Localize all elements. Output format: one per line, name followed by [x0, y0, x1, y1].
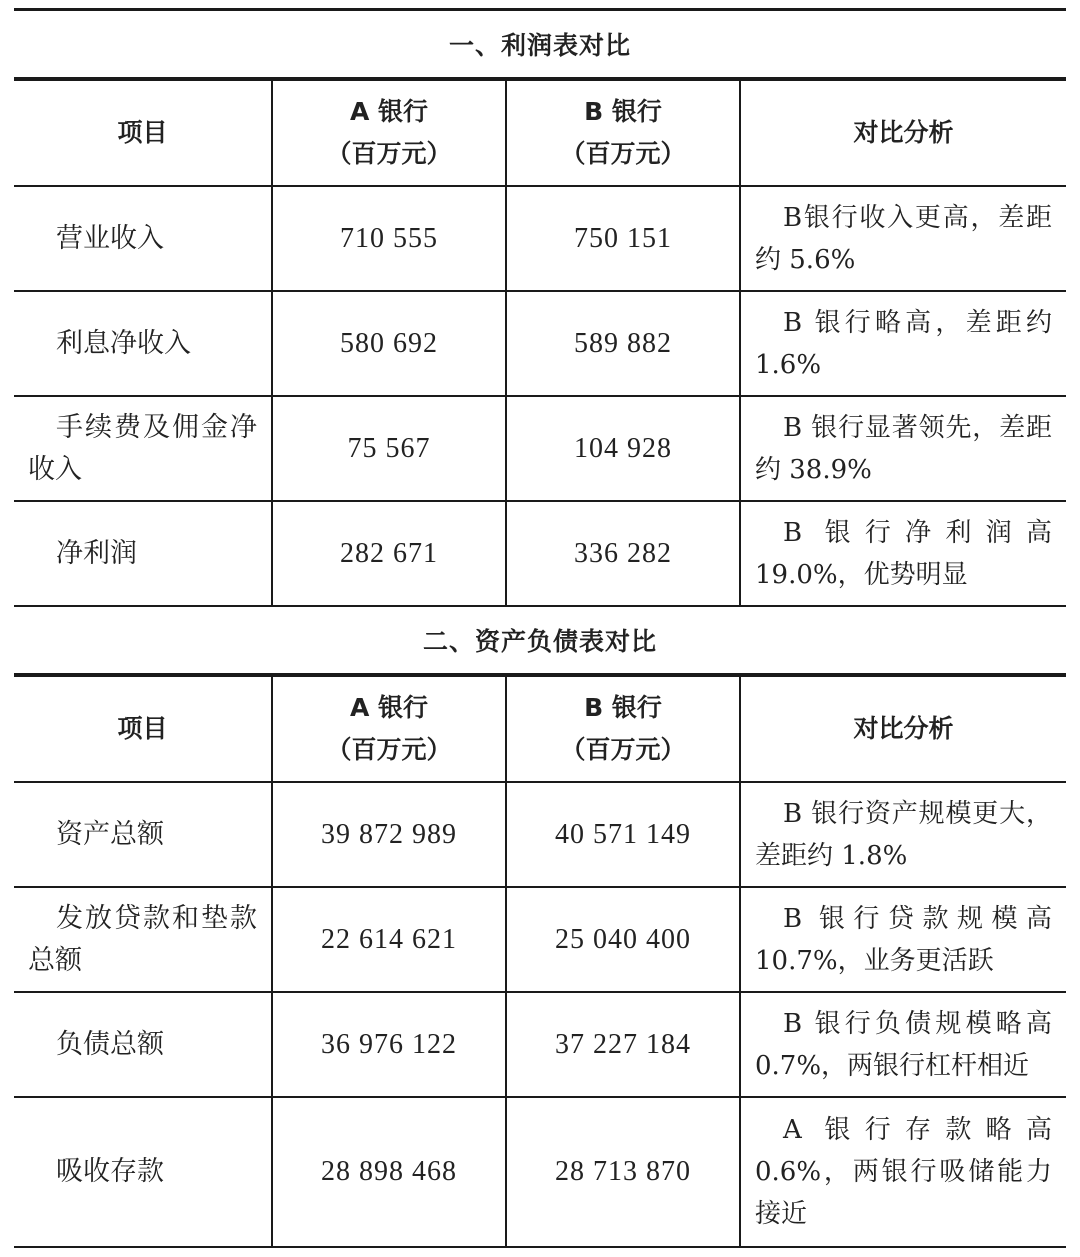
row-analysis: A 银行存款略高 0.6%，两银行吸储能力接近: [740, 1097, 1066, 1247]
row-analysis: B银行收入更高，差距约 5.6%: [740, 186, 1066, 291]
row-item: 资产总额: [14, 782, 272, 887]
table-header-row: [14, 80, 1066, 186]
row-bank-b-value: 104 928: [506, 396, 740, 501]
row-bank-a-value: 75 567: [272, 396, 506, 501]
row-bank-b-value: 750 151: [506, 186, 740, 291]
row-bank-a-value: 710 555: [272, 186, 506, 291]
header-bank-b-label: B 银行: [584, 97, 662, 126]
header-analysis: 对比分析: [740, 80, 1066, 186]
balance-sheet-table: [14, 675, 1066, 1248]
header-bank-a: [272, 676, 506, 782]
row-analysis: B 银行资产规模更大，差距约 1.8%: [740, 782, 1066, 887]
table-row: [14, 887, 1066, 992]
row-bank-a-value: 28 898 468: [272, 1097, 506, 1247]
table-row: [14, 186, 1066, 291]
row-bank-a-value: 39 872 989: [272, 782, 506, 887]
row-bank-a-value: 580 692: [272, 291, 506, 396]
income-statement-table: [14, 79, 1066, 607]
row-bank-b-value: 25 040 400: [506, 887, 740, 992]
row-analysis: B 银行净利润高 19.0%，优势明显: [740, 501, 1066, 606]
header-bank-a-label: A 银行: [349, 693, 429, 722]
row-item: 利息净收入: [14, 291, 272, 396]
section-title-income: 一、利润表对比: [14, 11, 1066, 79]
comparison-document: [14, 8, 1066, 1248]
table-header-row: [14, 676, 1066, 782]
row-analysis: B 银行显著领先，差距约 38.9%: [740, 396, 1066, 501]
header-bank-a-label: A 银行: [349, 97, 429, 126]
table-row: [14, 501, 1066, 606]
row-bank-a-value: 36 976 122: [272, 992, 506, 1097]
header-bank-b-label: B 银行: [584, 693, 662, 722]
header-bank-a: [272, 80, 506, 186]
header-bank-a-unit: （百万元）: [326, 139, 452, 168]
row-item: 营业收入: [14, 186, 272, 291]
section-title-balance: 二、资产负债表对比: [14, 607, 1066, 675]
table-row: [14, 1097, 1066, 1247]
header-bank-b-unit: （百万元）: [560, 139, 686, 168]
row-bank-b-value: 28 713 870: [506, 1097, 740, 1247]
header-bank-a-unit: （百万元）: [326, 735, 452, 764]
row-item: 吸收存款: [14, 1097, 272, 1247]
row-analysis: B 银行贷款规模高 10.7%，业务更活跃: [740, 887, 1066, 992]
header-bank-b: [506, 80, 740, 186]
row-bank-b-value: 37 227 184: [506, 992, 740, 1097]
row-bank-b-value: 336 282: [506, 501, 740, 606]
header-bank-b-unit: （百万元）: [560, 735, 686, 764]
row-item: 净利润: [14, 501, 272, 606]
table-row: [14, 396, 1066, 501]
row-bank-b-value: 589 882: [506, 291, 740, 396]
table-row: [14, 782, 1066, 887]
row-item: 发放贷款和垫款总额: [14, 887, 272, 992]
row-analysis: B 银行略高，差距约 1.6%: [740, 291, 1066, 396]
header-bank-b: [506, 676, 740, 782]
row-bank-b-value: 40 571 149: [506, 782, 740, 887]
row-item: 手续费及佣金净收入: [14, 396, 272, 501]
header-item: 项目: [14, 80, 272, 186]
row-analysis: B 银行负债规模略高 0.7%，两银行杠杆相近: [740, 992, 1066, 1097]
row-item: 负债总额: [14, 992, 272, 1097]
header-item: 项目: [14, 676, 272, 782]
header-analysis: 对比分析: [740, 676, 1066, 782]
row-bank-a-value: 22 614 621: [272, 887, 506, 992]
table-row: [14, 992, 1066, 1097]
row-bank-a-value: 282 671: [272, 501, 506, 606]
table-row: [14, 291, 1066, 396]
